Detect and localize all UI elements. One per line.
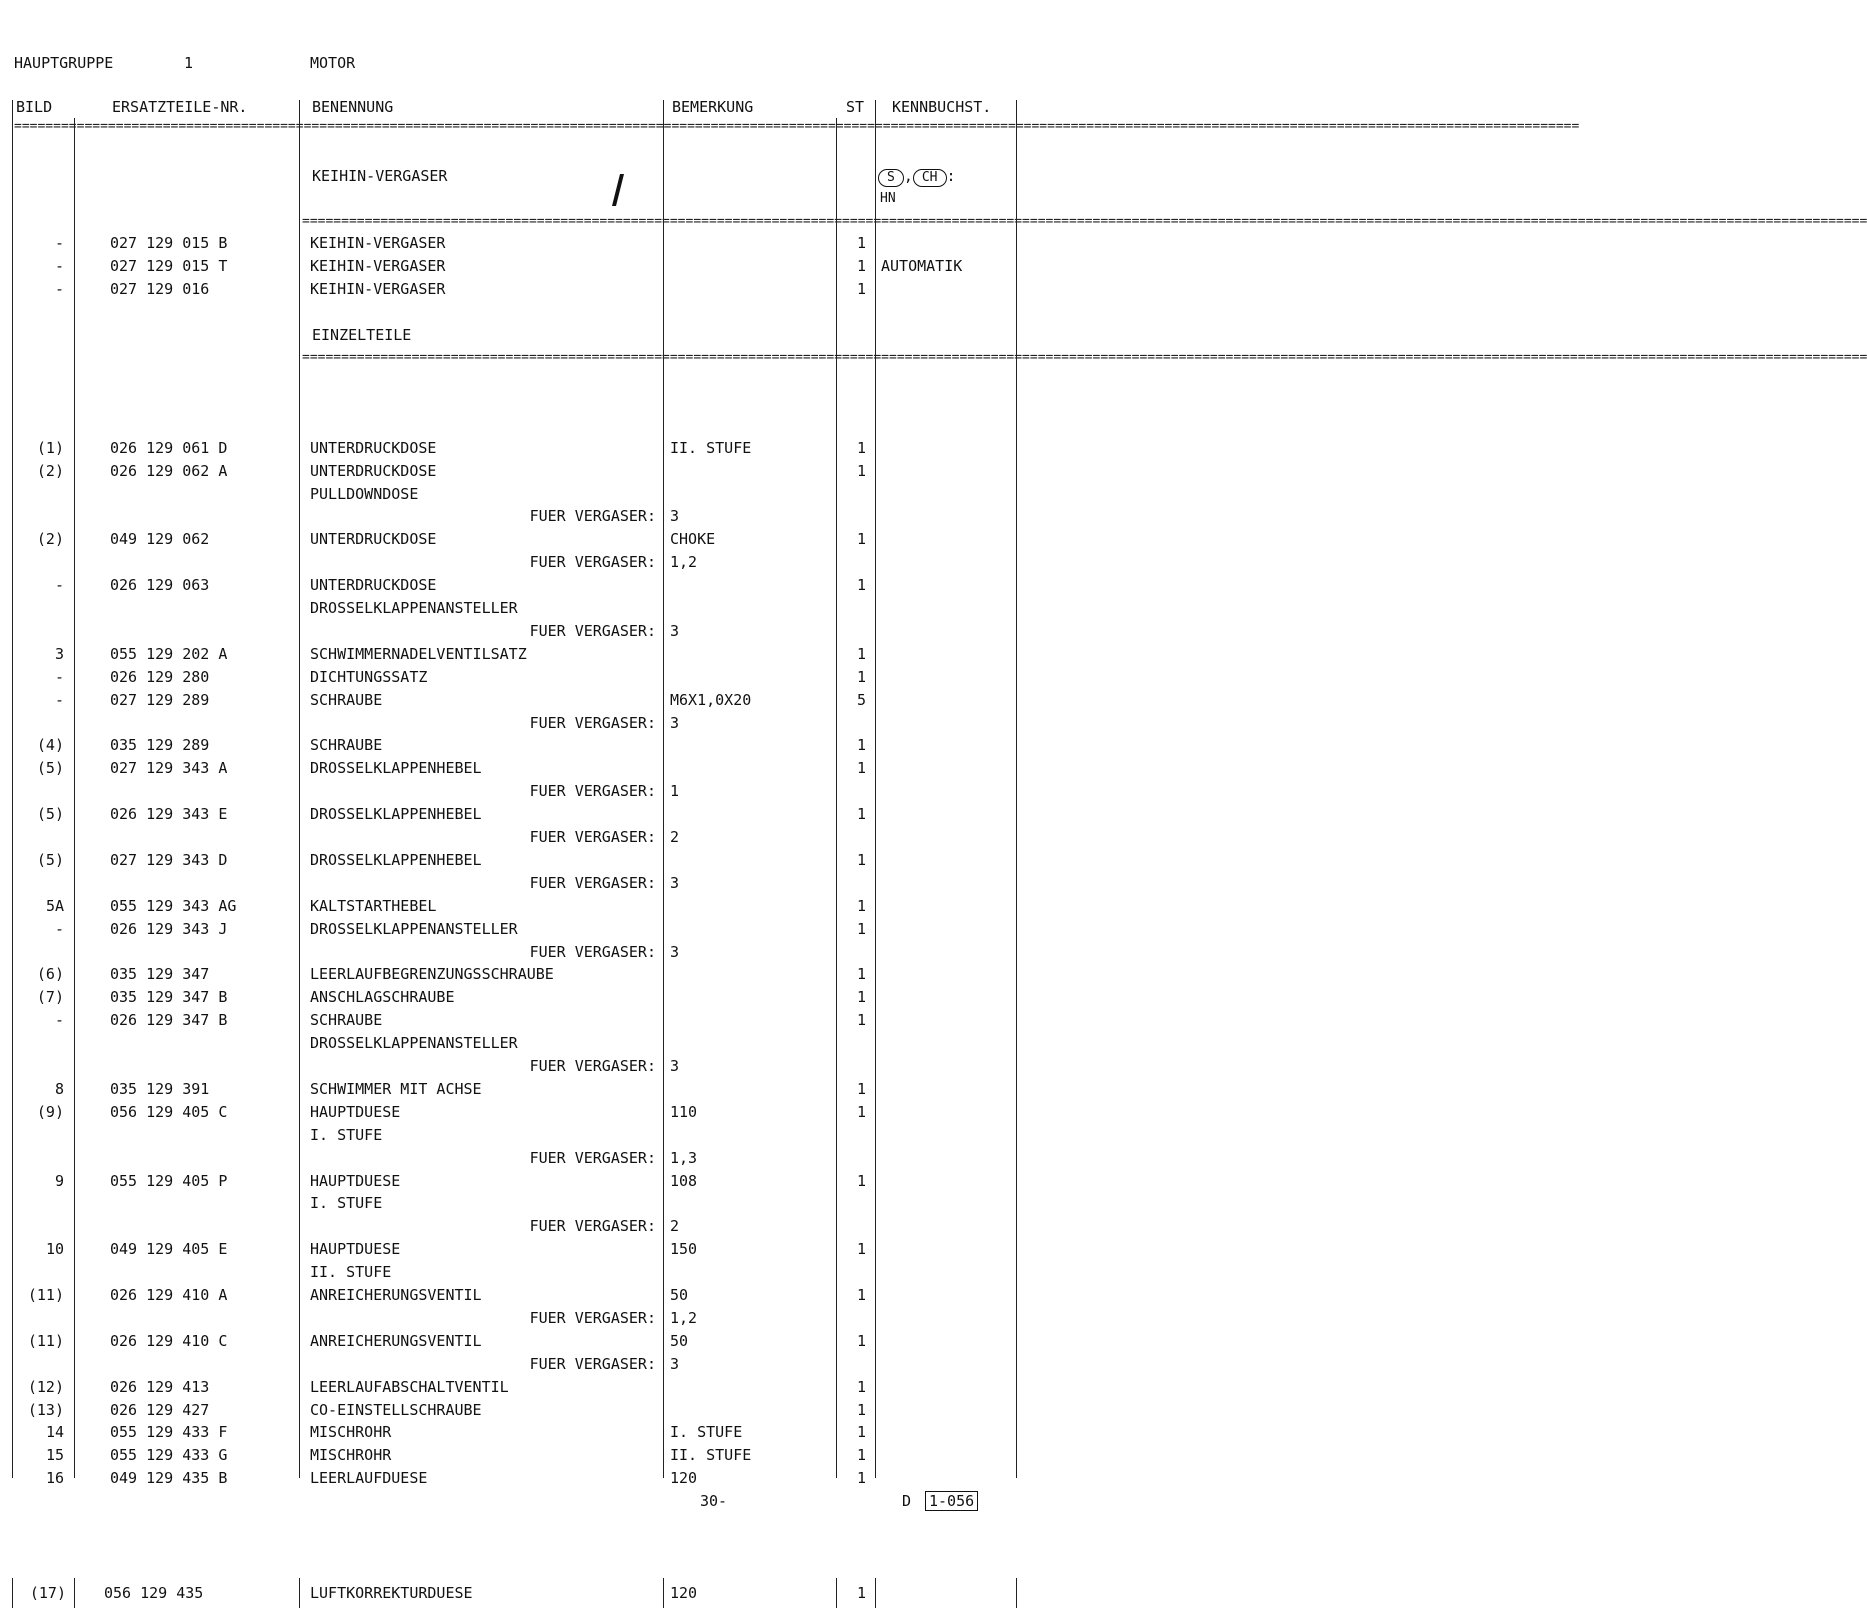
quantity-cell: 5 bbox=[856, 690, 866, 709]
column-rule bbox=[836, 1578, 837, 1608]
col-header-nr: ERSATZTEILE-NR. bbox=[112, 98, 248, 116]
bild-cell: (11) bbox=[27, 1331, 64, 1350]
remark-cell: 3 bbox=[670, 1057, 680, 1075]
remark-cell: 1,2 bbox=[670, 553, 698, 572]
remark-cell: 3 bbox=[670, 873, 680, 892]
badge-hn: HN bbox=[880, 191, 896, 206]
remark-cell: 50 bbox=[670, 1331, 689, 1350]
bild-cell: 5A bbox=[45, 896, 64, 915]
group-name: MOTOR bbox=[310, 54, 356, 72]
remark-cell: 2 bbox=[670, 1217, 680, 1236]
remark-cell: 110 bbox=[670, 1102, 698, 1121]
description-cell: LEERLAUFBEGRENZUNGSSCHRAUBE bbox=[310, 965, 554, 984]
bild-cell: (4) bbox=[36, 736, 64, 755]
bild-cell: - bbox=[54, 690, 64, 709]
description-cell: KEIHIN-VERGASER bbox=[310, 279, 446, 298]
column-rule bbox=[1016, 100, 1017, 1478]
part-number-cell: 035 129 347 bbox=[110, 965, 210, 984]
description-cell: UNTERDRUCKDOSE bbox=[310, 461, 437, 480]
bild-cell: (2) bbox=[36, 461, 64, 480]
bild-cell: (7) bbox=[36, 988, 64, 1007]
separator-line: ======================================================================================================================================================================================================== bbox=[302, 350, 1867, 365]
description-cell: FUER VERGASER: bbox=[529, 553, 656, 572]
description-cell: DROSSELKLAPPENANSTELLER bbox=[310, 919, 518, 938]
quantity-cell: 1 bbox=[856, 896, 866, 915]
bild-cell: - bbox=[54, 919, 64, 938]
column-rule bbox=[663, 1578, 664, 1608]
remark-cell: I. STUFE bbox=[670, 1423, 743, 1442]
bild-cell: (5) bbox=[36, 805, 64, 824]
description-cell: FUER VERGASER: bbox=[529, 873, 656, 892]
remark-cell: 3 bbox=[670, 1354, 680, 1373]
col-header-bemerkung: BEMERKUNG bbox=[672, 98, 754, 116]
part-number-cell: 027 129 015 T bbox=[110, 256, 228, 275]
description-cell: DROSSELKLAPPENHEBEL bbox=[310, 805, 482, 824]
quantity-cell: 1 bbox=[856, 805, 866, 824]
description-cell: HAUPTDUESE bbox=[310, 1171, 401, 1190]
quantity-cell: 1 bbox=[856, 1331, 866, 1350]
part-number-cell: 026 129 343 E bbox=[110, 805, 228, 824]
bild-cell: (13) bbox=[27, 1400, 64, 1419]
quantity-cell: 1 bbox=[856, 530, 866, 549]
bild-cell: 9 bbox=[54, 1171, 64, 1190]
remark-cell: 2 bbox=[670, 828, 680, 846]
description-cell: DROSSELKLAPPENANSTELLER bbox=[310, 1034, 518, 1053]
description-cell: ANREICHERUNGSVENTIL bbox=[310, 1286, 482, 1304]
bild-cell: - bbox=[54, 256, 64, 275]
description-cell: FUER VERGASER: bbox=[529, 713, 656, 732]
description-cell: LEERLAUFDUESE bbox=[310, 1469, 428, 1488]
description-cell: FUER VERGASER: bbox=[529, 1148, 656, 1167]
description-cell: FUER VERGASER: bbox=[529, 1217, 656, 1236]
group-label: HAUPTGRUPPE bbox=[14, 54, 114, 72]
quantity-cell: 1 bbox=[856, 759, 866, 778]
part-number-cell: 056 129 435 bbox=[104, 1584, 204, 1602]
part-number-cell: 055 129 202 A bbox=[110, 644, 228, 663]
bild-cell: 3 bbox=[54, 644, 64, 663]
remark-cell: 1,3 bbox=[670, 1148, 698, 1167]
quantity-cell: 1 bbox=[856, 438, 866, 457]
part-number-cell: 049 129 062 bbox=[110, 530, 210, 549]
language-code: D bbox=[902, 1492, 912, 1510]
remark-cell: M6X1,0X20 bbox=[670, 690, 752, 709]
quantity-cell: 1 bbox=[856, 1171, 866, 1190]
column-rule bbox=[875, 100, 876, 1478]
quantity-cell: 1 bbox=[856, 644, 866, 663]
bild-cell: 15 bbox=[45, 1446, 64, 1465]
bild-cell: (1) bbox=[36, 438, 64, 457]
remark-cell: 3 bbox=[670, 713, 680, 732]
bild-cell: (11) bbox=[27, 1286, 64, 1304]
page-reference bbox=[925, 1490, 978, 1512]
part-number-cell: 049 129 435 B bbox=[110, 1469, 228, 1488]
remark-cell: 1,2 bbox=[670, 1308, 698, 1327]
part-number-cell: 055 129 433 G bbox=[110, 1446, 228, 1465]
part-number-cell: 026 129 410 A bbox=[110, 1286, 228, 1304]
bild-cell: - bbox=[54, 576, 64, 595]
remark-cell: 3 bbox=[670, 621, 680, 640]
remark-cell: 3 bbox=[670, 942, 680, 961]
remark-cell: 120 bbox=[670, 1584, 698, 1602]
column-rule bbox=[1016, 1578, 1017, 1608]
bild-cell: (6) bbox=[36, 965, 64, 984]
description-cell: FUER VERGASER: bbox=[529, 1057, 656, 1075]
column-rule bbox=[74, 1578, 75, 1608]
quantity-cell: 1 bbox=[856, 988, 866, 1007]
part-number-cell: 027 129 343 A bbox=[110, 759, 228, 778]
quantity-cell: 1 bbox=[856, 1079, 866, 1098]
remark-cell: II. STUFE bbox=[670, 1446, 752, 1465]
quantity-cell: 1 bbox=[856, 850, 866, 869]
description-cell: UNTERDRUCKDOSE bbox=[310, 530, 437, 549]
part-number-cell: 026 129 343 J bbox=[110, 919, 228, 938]
quantity-cell: 1 bbox=[856, 256, 866, 275]
description-cell: LUFTKORREKTURDUESE bbox=[310, 1584, 473, 1602]
quantity-cell: 1 bbox=[856, 1011, 866, 1030]
quantity-cell: 1 bbox=[856, 1584, 866, 1602]
description-cell: FUER VERGASER: bbox=[529, 507, 656, 526]
description-cell: DROSSELKLAPPENHEBEL bbox=[310, 759, 482, 778]
quantity-cell: 1 bbox=[856, 736, 866, 755]
quantity-cell: 1 bbox=[856, 1377, 866, 1396]
part-number-cell: 026 129 410 C bbox=[110, 1331, 228, 1350]
quantity-cell: 1 bbox=[856, 919, 866, 938]
description-cell: SCHRAUBE bbox=[310, 690, 383, 709]
part-number-cell: 027 129 015 B bbox=[110, 234, 228, 252]
remark-cell: 150 bbox=[670, 1240, 698, 1259]
remark-cell: 50 bbox=[670, 1286, 689, 1304]
bild-cell: (2) bbox=[36, 530, 64, 549]
column-rule bbox=[299, 1578, 300, 1608]
page-reference-box: 1-056 bbox=[925, 1491, 978, 1511]
description-cell: MISCHROHR bbox=[310, 1446, 392, 1465]
remark-cell: II. STUFE bbox=[670, 438, 752, 457]
description-cell: DROSSELKLAPPENANSTELLER bbox=[310, 599, 518, 617]
col-header-kennbuchst: KENNBUCHST. bbox=[892, 98, 992, 116]
quantity-cell: 1 bbox=[856, 234, 866, 252]
bild-cell: - bbox=[54, 279, 64, 298]
remark-cell: 1 bbox=[670, 782, 680, 801]
description-cell: LEERLAUFABSCHALTVENTIL bbox=[310, 1377, 509, 1396]
description-cell: KALTSTARTHEBEL bbox=[310, 896, 437, 915]
quantity-cell: 1 bbox=[856, 965, 866, 984]
pen-mark bbox=[612, 174, 624, 206]
part-number-cell: 049 129 405 E bbox=[110, 1240, 228, 1259]
quantity-cell: 1 bbox=[856, 1446, 866, 1465]
description-cell: FUER VERGASER: bbox=[529, 1308, 656, 1327]
description-cell: SCHWIMMER MIT ACHSE bbox=[310, 1079, 482, 1098]
description-cell: SCHWIMMERNADELVENTILSATZ bbox=[310, 644, 527, 663]
description-cell: SCHRAUBE bbox=[310, 1011, 383, 1030]
description-cell: FUER VERGASER: bbox=[529, 828, 656, 846]
quantity-cell: 1 bbox=[856, 1240, 866, 1259]
bild-cell: - bbox=[54, 1011, 64, 1030]
bild-cell: (5) bbox=[36, 759, 64, 778]
page-number: 30- bbox=[700, 1492, 728, 1510]
description-cell: I. STUFE bbox=[310, 1125, 383, 1144]
description-cell: FUER VERGASER: bbox=[529, 942, 656, 961]
badge-separator: , bbox=[903, 167, 913, 185]
quantity-cell: 1 bbox=[856, 1286, 866, 1304]
badge-s: S bbox=[878, 169, 904, 187]
part-number-cell: 027 129 016 bbox=[110, 279, 210, 298]
separator-line: ======================================================================================================================================================================================================== bbox=[14, 119, 1580, 134]
description-cell: UNTERDRUCKDOSE bbox=[310, 438, 437, 457]
part-number-cell: 055 129 405 P bbox=[110, 1171, 228, 1190]
column-rule bbox=[12, 100, 13, 1478]
column-rule bbox=[74, 118, 75, 1478]
part-number-cell: 026 129 413 bbox=[110, 1377, 210, 1396]
quantity-cell: 1 bbox=[856, 279, 866, 298]
description-cell: MISCHROHR bbox=[310, 1423, 392, 1442]
description-cell: II. STUFE bbox=[310, 1263, 392, 1282]
remark-cell: 120 bbox=[670, 1469, 698, 1488]
description-cell: FUER VERGASER: bbox=[529, 1354, 656, 1373]
quantity-cell: 1 bbox=[856, 576, 866, 595]
description-cell: FUER VERGASER: bbox=[529, 621, 656, 640]
bild-cell: (5) bbox=[36, 850, 64, 869]
bild-cell: - bbox=[54, 667, 64, 686]
quantity-cell: 1 bbox=[856, 1423, 866, 1442]
quantity-cell: 1 bbox=[856, 1102, 866, 1121]
description-cell: FUER VERGASER: bbox=[529, 782, 656, 801]
description-cell: CO-EINSTELLSCHRAUBE bbox=[310, 1400, 482, 1419]
part-number-cell: 056 129 405 C bbox=[110, 1102, 228, 1121]
part-number-cell: 035 129 347 B bbox=[110, 988, 228, 1007]
remark-cell: 3 bbox=[670, 507, 680, 526]
country-badges bbox=[878, 165, 956, 187]
part-number-cell: 055 129 433 F bbox=[110, 1423, 228, 1442]
badge-ch: CH bbox=[913, 169, 947, 187]
part-number-cell: 026 129 063 bbox=[110, 576, 210, 595]
description-cell: SCHRAUBE bbox=[310, 736, 383, 755]
remark-cell: CHOKE bbox=[670, 530, 716, 549]
part-number-cell: 027 129 289 bbox=[110, 690, 210, 709]
quantity-cell: 1 bbox=[856, 1400, 866, 1419]
part-number-cell: 026 129 427 bbox=[110, 1400, 210, 1419]
bild-cell: (9) bbox=[36, 1102, 64, 1121]
description-cell: UNTERDRUCKDOSE bbox=[310, 576, 437, 595]
separator-line: ======================================================================================================================================================================================================== bbox=[302, 214, 1867, 229]
bild-cell: (12) bbox=[27, 1377, 64, 1396]
quantity-cell: 1 bbox=[856, 667, 866, 686]
group-number: 1 bbox=[184, 54, 194, 72]
badge-colon: : bbox=[946, 167, 956, 185]
quantity-cell: 1 bbox=[856, 1469, 866, 1488]
bild-cell: 14 bbox=[45, 1423, 64, 1442]
col-header-st: ST bbox=[846, 98, 865, 116]
description-cell: HAUPTDUESE bbox=[310, 1240, 401, 1259]
column-rule bbox=[12, 1578, 13, 1608]
description-cell: HAUPTDUESE bbox=[310, 1102, 401, 1121]
part-number-cell: 035 129 289 bbox=[110, 736, 210, 755]
part-number-cell: 026 129 062 A bbox=[110, 461, 228, 480]
bild-cell: 8 bbox=[54, 1079, 64, 1098]
part-number-cell: 026 129 061 D bbox=[110, 438, 228, 457]
bild-cell: 16 bbox=[45, 1469, 64, 1488]
description-cell: KEIHIN-VERGASER bbox=[310, 234, 446, 252]
description-cell: ANSCHLAGSCHRAUBE bbox=[310, 988, 455, 1007]
code-cell: AUTOMATIK bbox=[881, 256, 963, 275]
einzelteile-heading: EINZELTEILE bbox=[312, 326, 412, 344]
part-number-cell: 035 129 391 bbox=[110, 1079, 210, 1098]
part-number-cell: 026 129 347 B bbox=[110, 1011, 228, 1030]
column-rule bbox=[875, 1578, 876, 1608]
bild-cell: - bbox=[54, 234, 64, 252]
bild-cell: (17) bbox=[29, 1584, 66, 1602]
description-cell: DICHTUNGSSATZ bbox=[310, 667, 428, 686]
description-cell: ANREICHERUNGSVENTIL bbox=[310, 1331, 482, 1350]
description-cell: KEIHIN-VERGASER bbox=[310, 256, 446, 275]
column-rule bbox=[663, 100, 664, 1478]
col-header-benennung: BENENNUNG bbox=[312, 98, 394, 116]
description-cell: I. STUFE bbox=[310, 1194, 383, 1213]
part-number-cell: 055 129 343 AG bbox=[110, 896, 237, 915]
description-cell: PULLDOWNDOSE bbox=[310, 484, 419, 503]
description-cell: DROSSELKLAPPENHEBEL bbox=[310, 850, 482, 869]
part-number-cell: 026 129 280 bbox=[110, 667, 210, 686]
part-number-cell: 027 129 343 D bbox=[110, 850, 228, 869]
section-title: KEIHIN-VERGASER bbox=[312, 167, 448, 185]
col-header-bild: BILD bbox=[16, 98, 53, 116]
quantity-cell: 1 bbox=[856, 461, 866, 480]
column-rule bbox=[836, 118, 837, 1478]
remark-cell: 108 bbox=[670, 1171, 698, 1190]
bild-cell: 10 bbox=[45, 1240, 64, 1259]
